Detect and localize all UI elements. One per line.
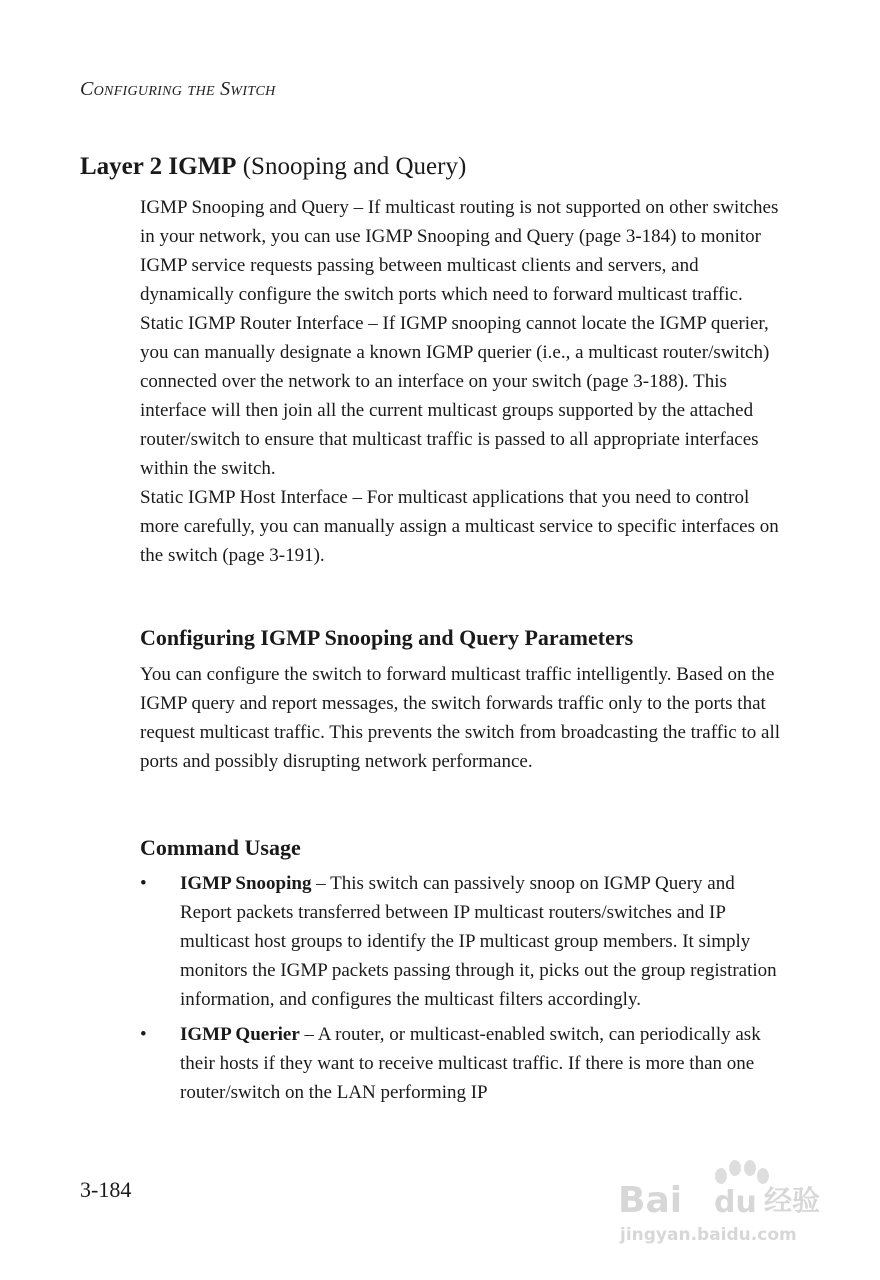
section-title-rest: (Snooping and Query): [236, 153, 467, 180]
config-paragraph: You can configure the switch to forward multicast traffic intelligently. Based on the IGMP query and report messages, the switch forwards traffic only to the ports that request multicast traffic. This prevents the switch from broadcasting the traffic to all ports and possibly disrupting network performance.: [140, 664, 781, 772]
intro-block: [140, 193, 790, 570]
bullet-icon: •: [140, 1024, 147, 1045]
config-body: [140, 660, 790, 776]
running-header: Configuring the Switch: [80, 78, 276, 100]
usage-list: [140, 869, 790, 1113]
section-title: [80, 153, 466, 181]
watermark-brand: Bai: [618, 1180, 683, 1221]
list-item: [140, 869, 790, 1014]
watermark-url: jingyan.baidu.com: [620, 1225, 797, 1245]
bullet-icon: •: [140, 873, 147, 894]
intro-paragraph-router: Static IGMP Router Interface – If IGMP snooping cannot locate the IGMP querier, you can manually designate a known IGMP querier (i.e., a multicast router/switch) connected over the network to an interface on your switch (page 3-188). This interface will then join all the current multicast groups supported by the attached router/switch to ensure that multicast traffic is passed to all appropriate interfaces within the switch.: [140, 313, 770, 479]
watermark-brand-suffix: du: [714, 1185, 757, 1220]
intro-paragraph-host: Static IGMP Host Interface – For multicast applications that you need to control more carefully, you can manually assign a multicast service to specific interfaces on the switch (page 3-191).: [140, 487, 779, 566]
watermark-chinese: 经验: [764, 1184, 821, 1217]
config-heading: Configuring IGMP Snooping and Query Parameters: [140, 625, 634, 650]
baidu-jingyan-watermark: [618, 1146, 848, 1256]
list-item: [140, 1020, 790, 1107]
bullet-term: IGMP Snooping: [180, 873, 312, 894]
usage-heading: Command Usage: [140, 835, 301, 860]
bullet-text: – This switch can passively snoop on IGMP Query and Report packets transferred between IP multicast routers/switches and IP multicast host groups to identify the IP multicast group members. It simply monitors the IGMP packets passing through it, picks out the group registration information, and configures the multicast filters accordingly.: [180, 873, 777, 1010]
intro-paragraph-snooping: IGMP Snooping and Query – If multicast routing is not supported on other switches in your network, you can use IGMP Snooping and Query (page 3-184) to monitor IGMP service requests passing between multicast clients and servers, and dynamically configure the switch ports which need to forward multicast traffic.: [140, 197, 779, 305]
paw-icon: [715, 1160, 769, 1184]
page-number: 3-184: [80, 1177, 132, 1202]
bullet-text: – A router, or multicast-enabled switch, can periodically ask their hosts if they want to receive multicast traffic. If there is more than one router/switch on the LAN performing IP: [180, 1024, 761, 1103]
section-title-bold: Layer 2 IGMP: [80, 153, 237, 180]
bullet-term: IGMP Querier: [180, 1024, 300, 1045]
